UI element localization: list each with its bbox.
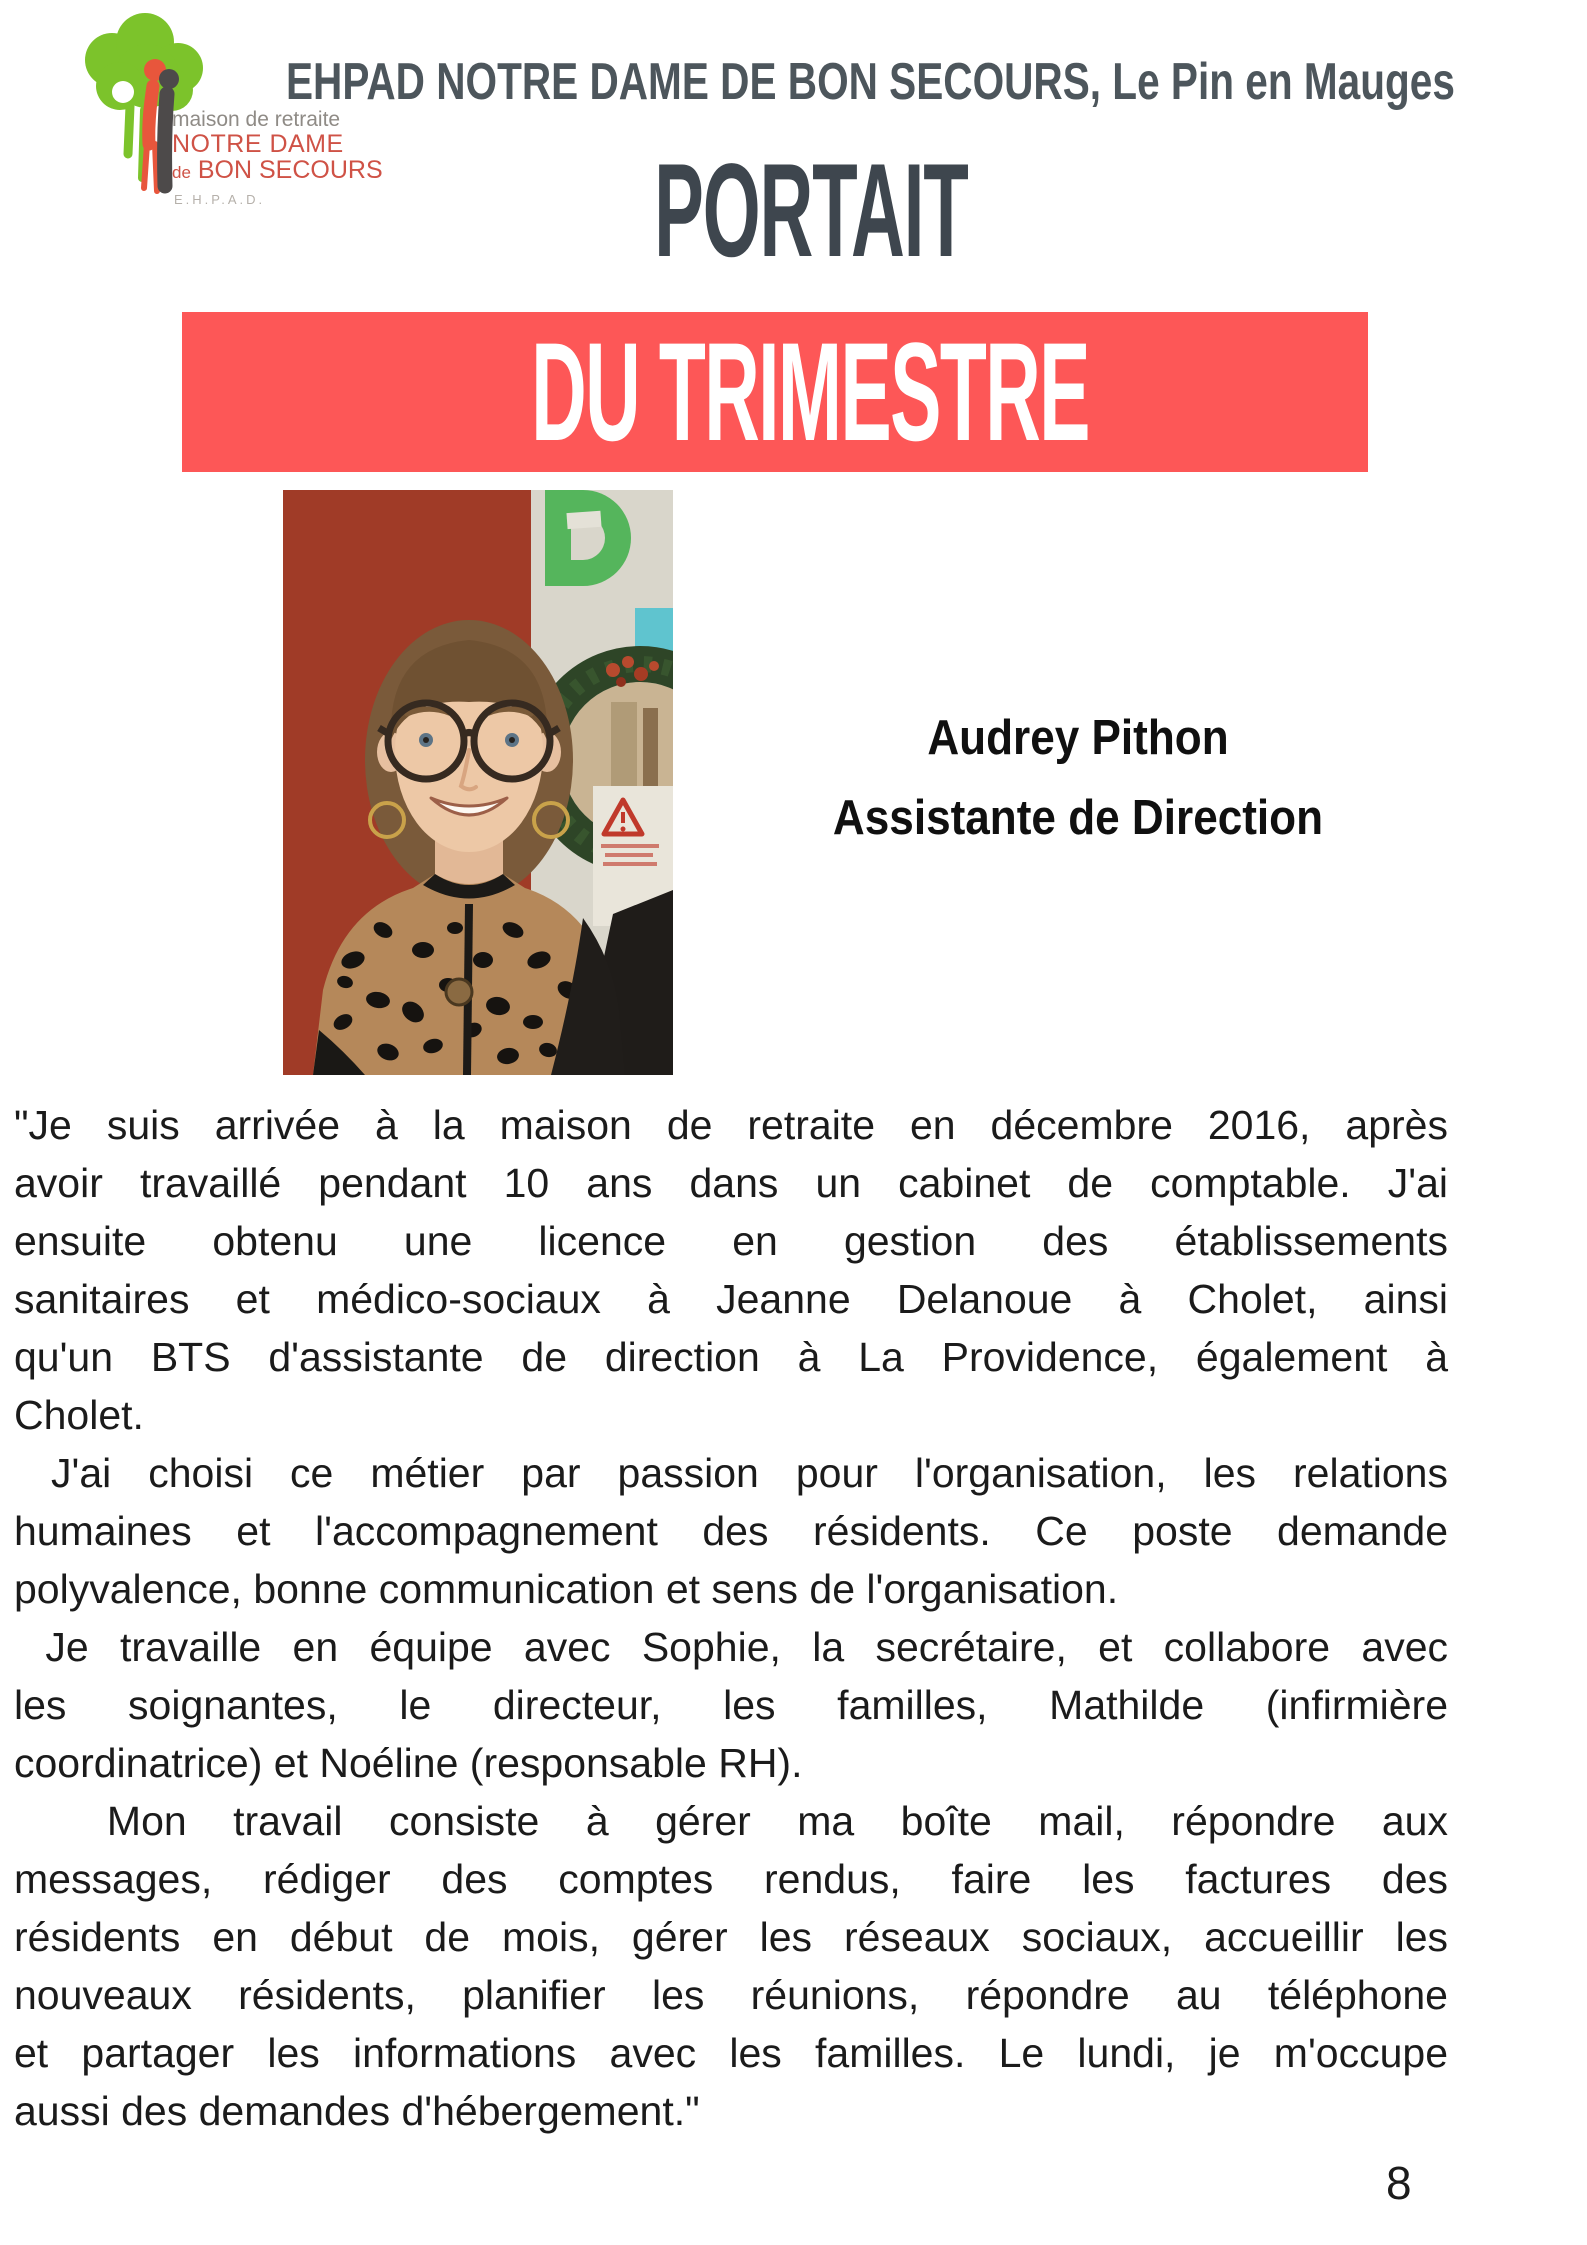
body-text-line: humaines et l'accompagnement des résidents. Ce poste demande xyxy=(14,1508,1448,1554)
page-title: PORTAIT xyxy=(654,137,968,285)
title-banner xyxy=(182,312,1368,472)
page-number: 8 xyxy=(1386,2157,1412,2209)
body-text-line: Mon travail consiste à gérer ma boîte mail, répondre aux xyxy=(14,1798,1448,1844)
logo-text-ehpad: E.H.P.A.D. xyxy=(174,192,266,207)
logo-text-de: de xyxy=(172,163,191,182)
page-header: EHPAD NOTRE DAME DE BON SECOURS, Le Pin en Mauges xyxy=(286,53,1455,111)
body-text-line: "Je suis arrivée à la maison de retraite en décembre 2016, après xyxy=(14,1102,1448,1148)
body-text-line: aussi des demandes d'hébergement." xyxy=(14,2088,700,2134)
portrait-photo xyxy=(283,490,673,1075)
body-text-line: J'ai choisi ce métier par passion pour l'organisation, les relations xyxy=(14,1450,1448,1496)
body-text-line: les soignantes, le directeur, les familles, Mathilde (infirmière xyxy=(14,1682,1448,1728)
body-text-line: qu'un BTS d'assistante de direction à La Providence, également à xyxy=(14,1334,1448,1380)
person-role: Assistante de Direction xyxy=(832,791,1324,845)
body-text-line: Cholet. xyxy=(14,1392,144,1438)
quote-text xyxy=(14,1096,1448,2140)
body-text-line: avoir travaillé pendant 10 ans dans un cabinet de comptable. J'ai xyxy=(14,1160,1448,1206)
body-text-line: ensuite obtenu une licence en gestion des établissements xyxy=(14,1218,1448,1264)
body-text-line: résidents en début de mois, gérer les réseaux sociaux, accueillir les xyxy=(14,1914,1448,1960)
body-text-line: Je travaille en équipe avec Sophie, la secrétaire, et collabore avec xyxy=(14,1624,1448,1670)
body-text-line: messages, rédiger des comptes rendus, faire les factures des xyxy=(14,1856,1448,1902)
body-text-line: nouveaux résidents, planifier les réunions, répondre au téléphone xyxy=(14,1972,1448,2018)
body-text-line: sanitaires et médico-sociaux à Jeanne Delanoue à Cholet, ainsi xyxy=(14,1276,1448,1322)
person-name: Audrey Pithon xyxy=(927,711,1229,765)
logo-text-line2: NOTRE DAME xyxy=(172,130,344,158)
banner-title: DU TRIMESTRE xyxy=(531,313,1089,470)
portrait-photo-illustration xyxy=(283,490,673,1075)
body-text-line: polyvalence, bonne communication et sens de l'organisation. xyxy=(14,1566,1119,1612)
profile-caption xyxy=(754,698,1402,858)
logo-text-line1: maison de retraite xyxy=(172,108,341,131)
logo-text-bon-secours: BON SECOURS xyxy=(197,156,383,184)
body-text-line: et partager les informations avec les familles. Le lundi, je m'occupe xyxy=(14,2030,1448,2076)
body-text-line: coordinatrice) et Noéline (responsable RH). xyxy=(14,1740,803,1786)
